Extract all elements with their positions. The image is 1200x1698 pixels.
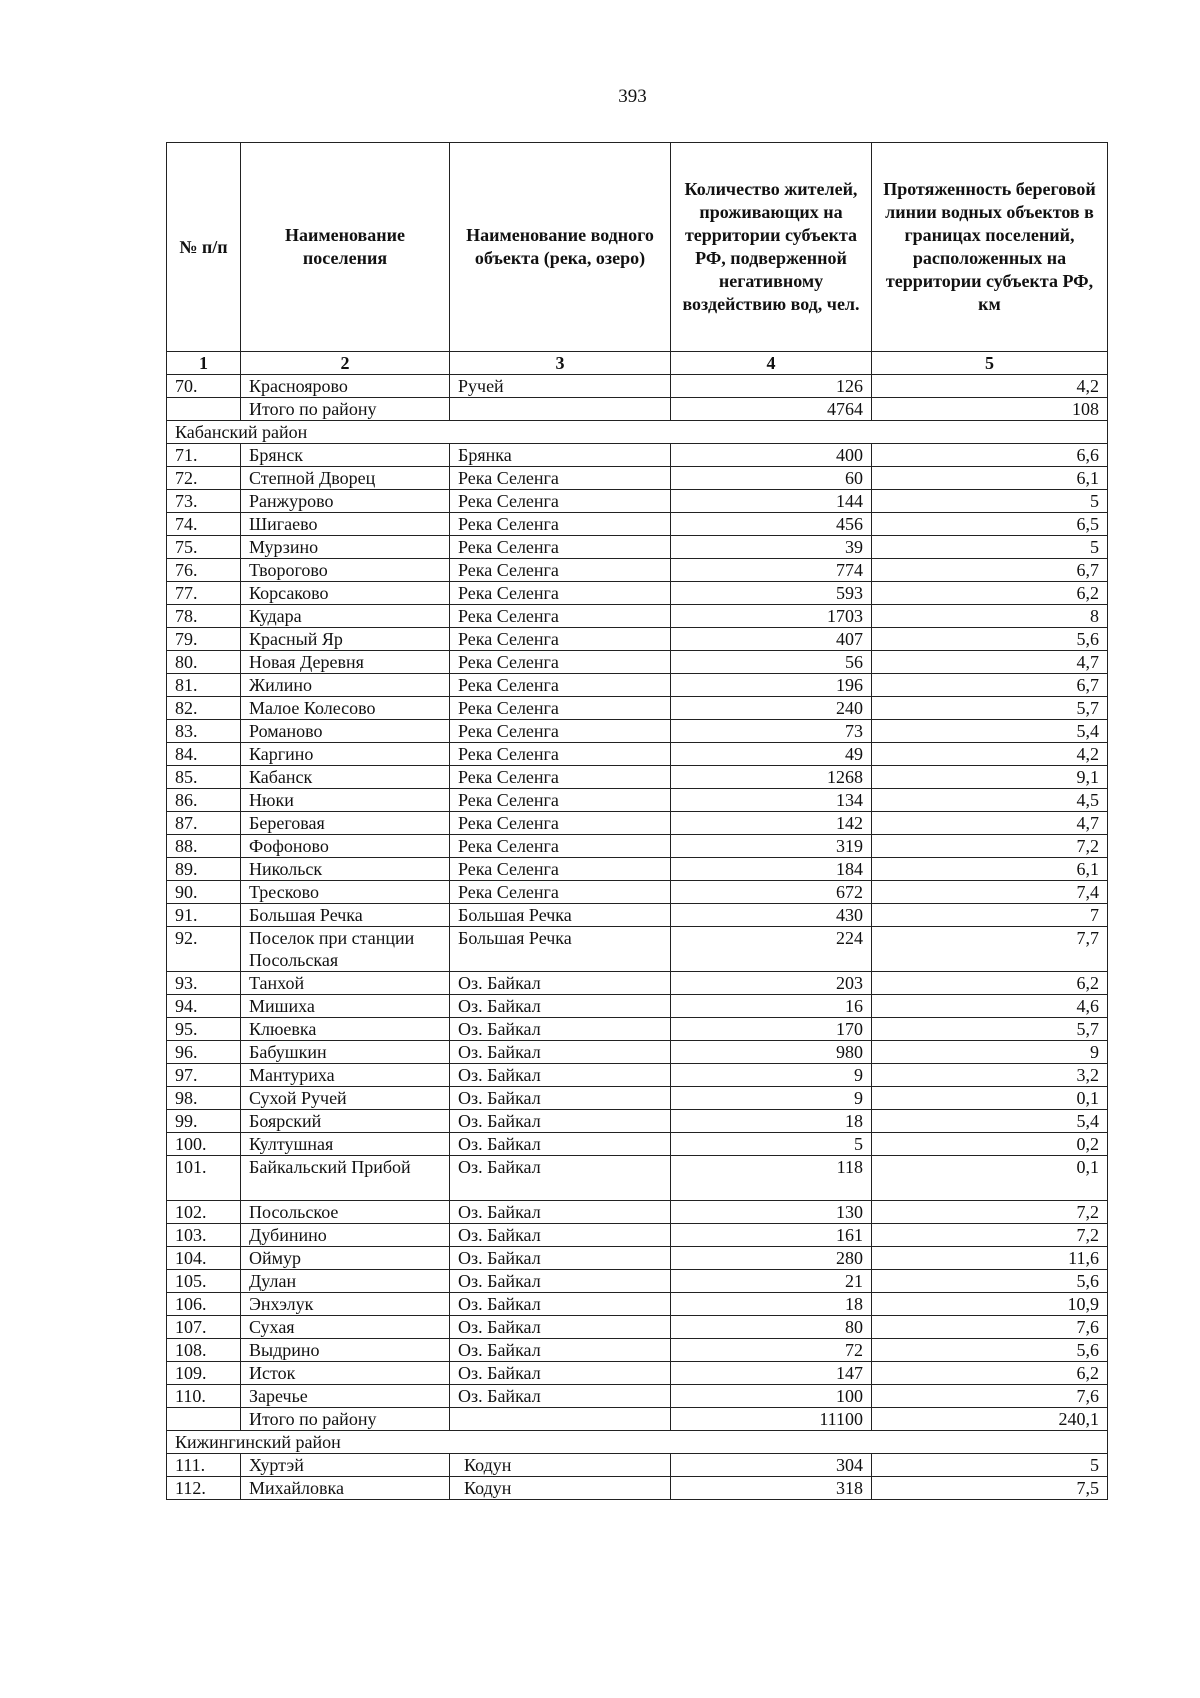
resident-count: 21 bbox=[671, 1270, 872, 1293]
water-object: Река Селенга bbox=[450, 559, 671, 582]
table-row bbox=[167, 628, 1108, 651]
district-section-row bbox=[167, 421, 1108, 444]
water-object bbox=[450, 398, 671, 421]
water-object: Река Селенга bbox=[450, 467, 671, 490]
water-object: Оз. Байкал bbox=[450, 1156, 671, 1201]
row-number: 78. bbox=[167, 605, 241, 628]
table-row bbox=[167, 1362, 1108, 1385]
table-row bbox=[167, 375, 1108, 398]
table-row bbox=[167, 766, 1108, 789]
settlement-name: Большая Речка bbox=[241, 904, 450, 927]
settlement-name: Энхэлук bbox=[241, 1293, 450, 1316]
water-object: Река Селенга bbox=[450, 812, 671, 835]
shoreline-length: 4,2 bbox=[872, 743, 1108, 766]
water-object: Ручей bbox=[450, 375, 671, 398]
settlement-name: Сухой Ручей bbox=[241, 1087, 450, 1110]
water-object: Река Селенга bbox=[450, 605, 671, 628]
shoreline-length: 7,2 bbox=[872, 1224, 1108, 1247]
settlement-name: Боярский bbox=[241, 1110, 450, 1133]
row-number: 88. bbox=[167, 835, 241, 858]
water-object: Оз. Байкал bbox=[450, 995, 671, 1018]
water-object: Река Селенга bbox=[450, 835, 671, 858]
shoreline-length: 8 bbox=[872, 605, 1108, 628]
water-object: Река Селенга bbox=[450, 651, 671, 674]
table-row bbox=[167, 1133, 1108, 1156]
resident-count: 430 bbox=[671, 904, 872, 927]
shoreline-length: 10,9 bbox=[872, 1293, 1108, 1316]
table-row bbox=[167, 467, 1108, 490]
resident-count: 18 bbox=[671, 1110, 872, 1133]
settlement-name: Выдрино bbox=[241, 1339, 450, 1362]
water-object: Оз. Байкал bbox=[450, 972, 671, 995]
table-row bbox=[167, 651, 1108, 674]
resident-count: 203 bbox=[671, 972, 872, 995]
table-row bbox=[167, 927, 1108, 972]
resident-count: 72 bbox=[671, 1339, 872, 1362]
row-number: 93. bbox=[167, 972, 241, 995]
table-row bbox=[167, 1316, 1108, 1339]
resident-count: 56 bbox=[671, 651, 872, 674]
row-number: 89. bbox=[167, 858, 241, 881]
row-number: 94. bbox=[167, 995, 241, 1018]
row-number: 109. bbox=[167, 1362, 241, 1385]
row-number: 101. bbox=[167, 1156, 241, 1201]
settlement-name: Нюки bbox=[241, 789, 450, 812]
header-water-object: Наименование водного объекта (река, озеро) bbox=[450, 143, 671, 352]
row-number: 95. bbox=[167, 1018, 241, 1041]
settlement-name: Мантуриха bbox=[241, 1064, 450, 1087]
header-number: № п/п bbox=[167, 143, 241, 352]
table-row bbox=[167, 1454, 1108, 1477]
water-object: Оз. Байкал bbox=[450, 1133, 671, 1156]
shoreline-length: 7,7 bbox=[872, 927, 1108, 972]
resident-count: 73 bbox=[671, 720, 872, 743]
resident-count: 9 bbox=[671, 1087, 872, 1110]
water-object: Оз. Байкал bbox=[450, 1362, 671, 1385]
settlement-name: Мурзино bbox=[241, 536, 450, 559]
table-row bbox=[167, 1477, 1108, 1500]
resident-count: 80 bbox=[671, 1316, 872, 1339]
settlement-name: Дубинино bbox=[241, 1224, 450, 1247]
resident-count: 11100 bbox=[671, 1408, 872, 1431]
shoreline-length: 7,2 bbox=[872, 1201, 1108, 1224]
row-number: 82. bbox=[167, 697, 241, 720]
row-number: 72. bbox=[167, 467, 241, 490]
resident-count: 774 bbox=[671, 559, 872, 582]
table-row bbox=[167, 1224, 1108, 1247]
row-number: 74. bbox=[167, 513, 241, 536]
settlement-name: Тресково bbox=[241, 881, 450, 904]
shoreline-length: 6,7 bbox=[872, 559, 1108, 582]
table-header-row bbox=[167, 143, 1108, 352]
table-row bbox=[167, 1041, 1108, 1064]
resident-count: 16 bbox=[671, 995, 872, 1018]
row-number: 105. bbox=[167, 1270, 241, 1293]
column-number: 1 bbox=[167, 352, 241, 375]
total-label: Итого по району bbox=[241, 1408, 450, 1431]
resident-count: 147 bbox=[671, 1362, 872, 1385]
shoreline-length: 6,7 bbox=[872, 674, 1108, 697]
row-number: 71. bbox=[167, 444, 241, 467]
shoreline-length: 11,6 bbox=[872, 1247, 1108, 1270]
header-settlement-name: Наименование поселения bbox=[241, 143, 450, 352]
resident-count: 184 bbox=[671, 858, 872, 881]
table-row bbox=[167, 720, 1108, 743]
resident-count: 118 bbox=[671, 1156, 872, 1201]
resident-count: 456 bbox=[671, 513, 872, 536]
water-object: Река Селенга bbox=[450, 720, 671, 743]
resident-count: 39 bbox=[671, 536, 872, 559]
row-number: 107. bbox=[167, 1316, 241, 1339]
settlement-name: Красный Яр bbox=[241, 628, 450, 651]
settlement-name: Творогово bbox=[241, 559, 450, 582]
water-object: Река Селенга bbox=[450, 789, 671, 812]
shoreline-length: 5,4 bbox=[872, 720, 1108, 743]
table-row bbox=[167, 1247, 1108, 1270]
shoreline-length: 5,4 bbox=[872, 1110, 1108, 1133]
settlement-name: Малое Колесово bbox=[241, 697, 450, 720]
settlement-name: Заречье bbox=[241, 1385, 450, 1408]
table-row bbox=[167, 972, 1108, 995]
settlement-name: Ранжурово bbox=[241, 490, 450, 513]
row-number: 76. bbox=[167, 559, 241, 582]
row-number: 100. bbox=[167, 1133, 241, 1156]
table-row bbox=[167, 674, 1108, 697]
settlement-name: Береговая bbox=[241, 812, 450, 835]
table-row bbox=[167, 513, 1108, 536]
resident-count: 672 bbox=[671, 881, 872, 904]
water-object: Река Селенга bbox=[450, 881, 671, 904]
settlement-name: Исток bbox=[241, 1362, 450, 1385]
resident-count: 18 bbox=[671, 1293, 872, 1316]
district-name: Кижингинский район bbox=[167, 1431, 1108, 1454]
settlement-name: Хуртэй bbox=[241, 1454, 450, 1477]
shoreline-length: 7,4 bbox=[872, 881, 1108, 904]
row-number: 104. bbox=[167, 1247, 241, 1270]
resident-count: 144 bbox=[671, 490, 872, 513]
resident-count: 304 bbox=[671, 1454, 872, 1477]
shoreline-length: 4,2 bbox=[872, 375, 1108, 398]
shoreline-length: 4,6 bbox=[872, 995, 1108, 1018]
settlement-name: Култушная bbox=[241, 1133, 450, 1156]
district-name: Кабанский район bbox=[167, 421, 1108, 444]
water-object: Оз. Байкал bbox=[450, 1316, 671, 1339]
row-number: 85. bbox=[167, 766, 241, 789]
row-number: 75. bbox=[167, 536, 241, 559]
resident-count: 5 bbox=[671, 1133, 872, 1156]
row-number: 111. bbox=[167, 1454, 241, 1477]
column-number: 4 bbox=[671, 352, 872, 375]
settlement-name: Каргино bbox=[241, 743, 450, 766]
table-row bbox=[167, 1087, 1108, 1110]
resident-count: 130 bbox=[671, 1201, 872, 1224]
settlement-name: Бабушкин bbox=[241, 1041, 450, 1064]
table-row bbox=[167, 1064, 1108, 1087]
table-row bbox=[167, 743, 1108, 766]
water-object: Большая Речка bbox=[450, 927, 671, 972]
settlement-name: Романово bbox=[241, 720, 450, 743]
row-number: 70. bbox=[167, 375, 241, 398]
resident-count: 593 bbox=[671, 582, 872, 605]
row-number: 97. bbox=[167, 1064, 241, 1087]
shoreline-length: 108 bbox=[872, 398, 1108, 421]
water-object: Большая Речка bbox=[450, 904, 671, 927]
table-row bbox=[167, 1293, 1108, 1316]
row-number: 106. bbox=[167, 1293, 241, 1316]
water-object: Оз. Байкал bbox=[450, 1339, 671, 1362]
resident-count: 1703 bbox=[671, 605, 872, 628]
shoreline-length: 7 bbox=[872, 904, 1108, 927]
row-number: 98. bbox=[167, 1087, 241, 1110]
settlement-name: Байкальский Прибой bbox=[241, 1156, 450, 1201]
shoreline-length: 5 bbox=[872, 490, 1108, 513]
table-row bbox=[167, 789, 1108, 812]
water-object: Река Селенга bbox=[450, 582, 671, 605]
shoreline-length: 6,2 bbox=[872, 1362, 1108, 1385]
shoreline-length: 5 bbox=[872, 536, 1108, 559]
resident-count: 319 bbox=[671, 835, 872, 858]
row-number: 84. bbox=[167, 743, 241, 766]
water-object: Оз. Байкал bbox=[450, 1247, 671, 1270]
settlement-name: Михайловка bbox=[241, 1477, 450, 1500]
resident-count: 196 bbox=[671, 674, 872, 697]
settlement-name: Корсаково bbox=[241, 582, 450, 605]
table-row bbox=[167, 1201, 1108, 1224]
resident-count: 170 bbox=[671, 1018, 872, 1041]
row-number: 96. bbox=[167, 1041, 241, 1064]
resident-count: 980 bbox=[671, 1041, 872, 1064]
table-row bbox=[167, 1110, 1108, 1133]
row-number: 77. bbox=[167, 582, 241, 605]
settlement-name: Красноярово bbox=[241, 375, 450, 398]
water-object: Оз. Байкал bbox=[450, 1110, 671, 1133]
table-row bbox=[167, 697, 1108, 720]
table-row bbox=[167, 995, 1108, 1018]
shoreline-length: 0,2 bbox=[872, 1133, 1108, 1156]
resident-count: 134 bbox=[671, 789, 872, 812]
row-number bbox=[167, 398, 241, 421]
table-row bbox=[167, 904, 1108, 927]
water-object: Река Селенга bbox=[450, 858, 671, 881]
row-number: 92. bbox=[167, 927, 241, 972]
shoreline-length: 5,6 bbox=[872, 1270, 1108, 1293]
shoreline-length: 9,1 bbox=[872, 766, 1108, 789]
shoreline-length: 0,1 bbox=[872, 1087, 1108, 1110]
water-object: Река Селенга bbox=[450, 628, 671, 651]
row-number: 80. bbox=[167, 651, 241, 674]
row-number: 90. bbox=[167, 881, 241, 904]
water-object: Река Селенга bbox=[450, 766, 671, 789]
resident-count: 400 bbox=[671, 444, 872, 467]
shoreline-length: 6,6 bbox=[872, 444, 1108, 467]
header-shoreline-length: Протяженность береговой линии водных объектов в границах поселений, расположенных на территории субъекта РФ, км bbox=[872, 143, 1108, 352]
shoreline-length: 5,6 bbox=[872, 628, 1108, 651]
shoreline-length: 7,5 bbox=[872, 1477, 1108, 1500]
resident-count: 407 bbox=[671, 628, 872, 651]
shoreline-length: 240,1 bbox=[872, 1408, 1108, 1431]
shoreline-length: 0,1 bbox=[872, 1156, 1108, 1201]
shoreline-length: 5,6 bbox=[872, 1339, 1108, 1362]
water-object: Кодун bbox=[450, 1477, 671, 1500]
shoreline-length: 6,5 bbox=[872, 513, 1108, 536]
settlement-name: Кудара bbox=[241, 605, 450, 628]
table-row bbox=[167, 536, 1108, 559]
water-object: Река Селенга bbox=[450, 536, 671, 559]
shoreline-length: 4,7 bbox=[872, 812, 1108, 835]
column-number: 3 bbox=[450, 352, 671, 375]
settlement-name: Шигаево bbox=[241, 513, 450, 536]
district-total-row bbox=[167, 1408, 1108, 1431]
settlement-name: Жилино bbox=[241, 674, 450, 697]
row-number: 99. bbox=[167, 1110, 241, 1133]
resident-count: 60 bbox=[671, 467, 872, 490]
shoreline-length: 6,1 bbox=[872, 858, 1108, 881]
shoreline-length: 7,6 bbox=[872, 1385, 1108, 1408]
resident-count: 4764 bbox=[671, 398, 872, 421]
shoreline-length: 4,5 bbox=[872, 789, 1108, 812]
resident-count: 318 bbox=[671, 1477, 872, 1500]
header-resident-count: Количество жителей, проживающих на территории субъекта РФ, подверженной негативному воздействию вод, чел. bbox=[671, 143, 872, 352]
water-object: Оз. Байкал bbox=[450, 1041, 671, 1064]
shoreline-length: 5 bbox=[872, 1454, 1108, 1477]
water-object: Оз. Байкал bbox=[450, 1018, 671, 1041]
resident-count: 240 bbox=[671, 697, 872, 720]
table-row bbox=[167, 835, 1108, 858]
water-object: Брянка bbox=[450, 444, 671, 467]
settlement-name: Клюевка bbox=[241, 1018, 450, 1041]
row-number: 103. bbox=[167, 1224, 241, 1247]
shoreline-length: 7,6 bbox=[872, 1316, 1108, 1339]
water-object: Оз. Байкал bbox=[450, 1293, 671, 1316]
table-row bbox=[167, 1385, 1108, 1408]
table-body bbox=[167, 375, 1108, 1500]
water-object: Река Селенга bbox=[450, 743, 671, 766]
table-row bbox=[167, 559, 1108, 582]
resident-count: 9 bbox=[671, 1064, 872, 1087]
shoreline-length: 9 bbox=[872, 1041, 1108, 1064]
column-number: 2 bbox=[241, 352, 450, 375]
water-object: Река Селенга bbox=[450, 697, 671, 720]
settlement-name: Посольское bbox=[241, 1201, 450, 1224]
settlement-name: Фофоново bbox=[241, 835, 450, 858]
row-number: 112. bbox=[167, 1477, 241, 1500]
table-row bbox=[167, 582, 1108, 605]
water-object: Оз. Байкал bbox=[450, 1064, 671, 1087]
row-number: 81. bbox=[167, 674, 241, 697]
settlement-name: Поселок при станции Посольская bbox=[241, 927, 450, 972]
resident-count: 280 bbox=[671, 1247, 872, 1270]
table-row bbox=[167, 1156, 1108, 1201]
water-object: Река Селенга bbox=[450, 490, 671, 513]
water-object bbox=[450, 1408, 671, 1431]
water-object: Оз. Байкал bbox=[450, 1270, 671, 1293]
total-label: Итого по району bbox=[241, 398, 450, 421]
table-row bbox=[167, 1270, 1108, 1293]
resident-count: 49 bbox=[671, 743, 872, 766]
row-number: 87. bbox=[167, 812, 241, 835]
water-objects-table bbox=[166, 142, 1108, 1500]
settlement-name: Дулан bbox=[241, 1270, 450, 1293]
resident-count: 224 bbox=[671, 927, 872, 972]
settlement-name: Танхой bbox=[241, 972, 450, 995]
table-row bbox=[167, 490, 1108, 513]
settlement-name: Никольск bbox=[241, 858, 450, 881]
row-number: 110. bbox=[167, 1385, 241, 1408]
column-number: 5 bbox=[872, 352, 1108, 375]
resident-count: 100 bbox=[671, 1385, 872, 1408]
water-object: Река Селенга bbox=[450, 674, 671, 697]
row-number: 79. bbox=[167, 628, 241, 651]
shoreline-length: 6,1 bbox=[872, 467, 1108, 490]
row-number: 102. bbox=[167, 1201, 241, 1224]
resident-count: 161 bbox=[671, 1224, 872, 1247]
water-object: Оз. Байкал bbox=[450, 1385, 671, 1408]
row-number: 83. bbox=[167, 720, 241, 743]
table-row bbox=[167, 1018, 1108, 1041]
shoreline-length: 6,2 bbox=[872, 972, 1108, 995]
resident-count: 1268 bbox=[671, 766, 872, 789]
water-object: Оз. Байкал bbox=[450, 1087, 671, 1110]
row-number: 91. bbox=[167, 904, 241, 927]
settlement-name: Мишиха bbox=[241, 995, 450, 1018]
water-object: Река Селенга bbox=[450, 513, 671, 536]
column-number-row bbox=[167, 352, 1108, 375]
row-number: 86. bbox=[167, 789, 241, 812]
shoreline-length: 3,2 bbox=[872, 1064, 1108, 1087]
row-number: 108. bbox=[167, 1339, 241, 1362]
table-row bbox=[167, 881, 1108, 904]
resident-count: 142 bbox=[671, 812, 872, 835]
table-row bbox=[167, 858, 1108, 881]
resident-count: 126 bbox=[671, 375, 872, 398]
settlement-name: Оймур bbox=[241, 1247, 450, 1270]
settlement-name: Брянск bbox=[241, 444, 450, 467]
settlement-name: Сухая bbox=[241, 1316, 450, 1339]
district-total-row bbox=[167, 398, 1108, 421]
shoreline-length: 6,2 bbox=[872, 582, 1108, 605]
table-row bbox=[167, 444, 1108, 467]
shoreline-length: 5,7 bbox=[872, 1018, 1108, 1041]
row-number bbox=[167, 1408, 241, 1431]
settlement-name: Степной Дворец bbox=[241, 467, 450, 490]
shoreline-length: 5,7 bbox=[872, 697, 1108, 720]
shoreline-length: 7,2 bbox=[872, 835, 1108, 858]
settlement-name: Новая Деревня bbox=[241, 651, 450, 674]
row-number: 73. bbox=[167, 490, 241, 513]
water-object: Кодун bbox=[450, 1454, 671, 1477]
table-row bbox=[167, 605, 1108, 628]
table-row bbox=[167, 1339, 1108, 1362]
district-section-row bbox=[167, 1431, 1108, 1454]
page-number: 393 bbox=[618, 86, 647, 107]
water-object: Оз. Байкал bbox=[450, 1224, 671, 1247]
shoreline-length: 4,7 bbox=[872, 651, 1108, 674]
table-row bbox=[167, 812, 1108, 835]
water-object: Оз. Байкал bbox=[450, 1201, 671, 1224]
settlement-name: Кабанск bbox=[241, 766, 450, 789]
